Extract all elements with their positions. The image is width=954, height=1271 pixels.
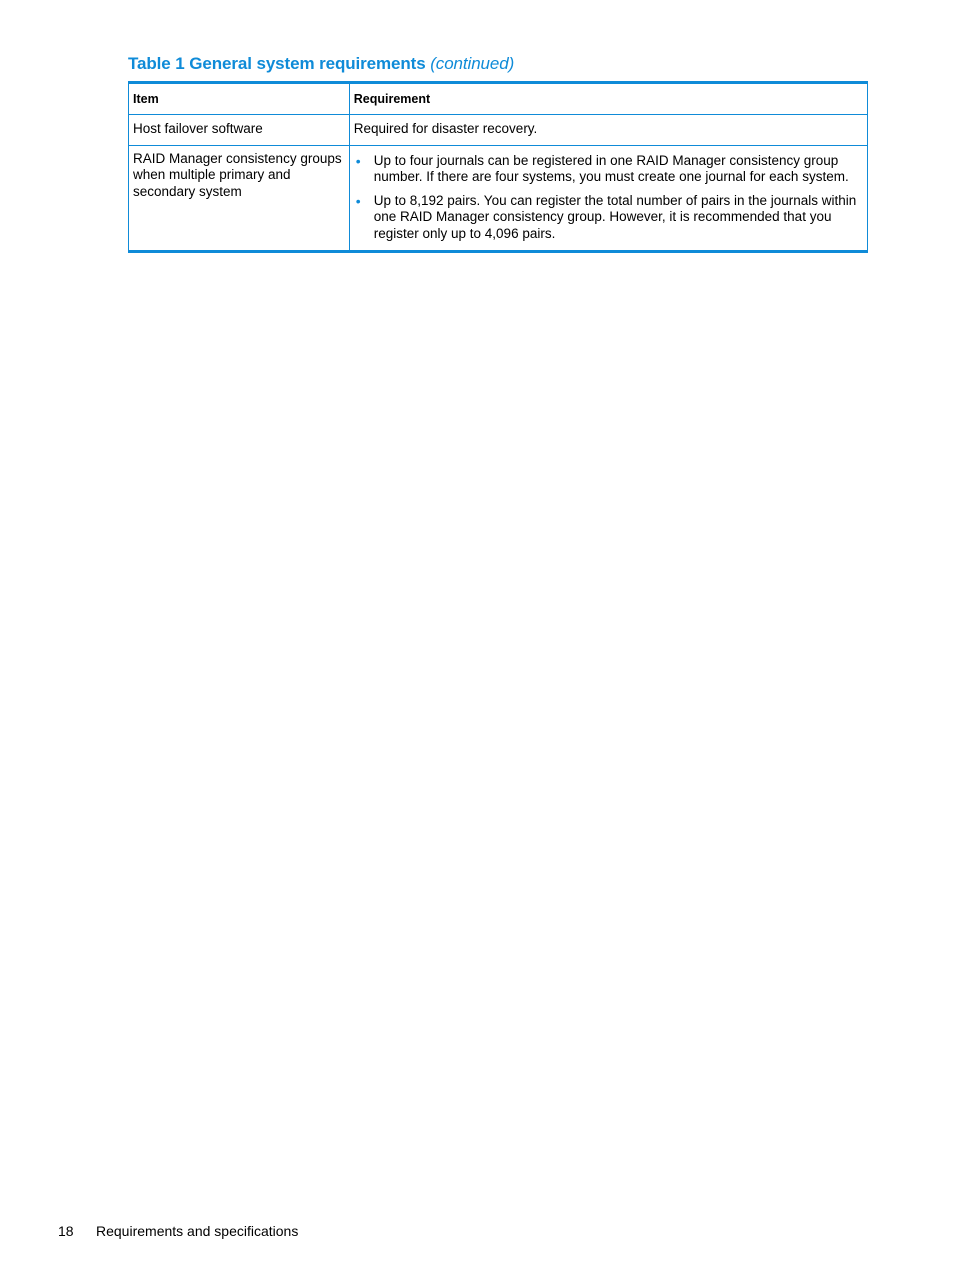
bullet-icon: • xyxy=(355,192,361,209)
table-header-row xyxy=(129,83,868,115)
table-row xyxy=(129,115,868,146)
bullet-icon: • xyxy=(355,152,361,169)
caption-label: Table 1 General system requirements xyxy=(128,54,426,73)
list-item xyxy=(354,193,863,243)
table-row xyxy=(129,145,868,252)
cell-item: RAID Manager consistency groups when multiple primary and secondary system xyxy=(129,145,350,252)
header-item: Item xyxy=(129,83,350,115)
cell-item: Host failover software xyxy=(129,115,350,146)
list-item xyxy=(354,153,863,186)
requirement-bullet-list xyxy=(354,153,863,243)
bullet-text: Up to 8,192 pairs. You can register the total number of pairs in the journals within one RAID Manager consistency group. However, it is recommended that you register only up to 4,096 pairs. xyxy=(373,192,857,241)
header-requirement: Requirement xyxy=(349,83,867,115)
footer-section-title: Requirements and specifications xyxy=(96,1223,299,1239)
caption-continued: (continued) xyxy=(430,54,515,73)
page-footer xyxy=(58,1223,298,1239)
bullet-text: Up to four journals can be registered in one RAID Manager consistency group number. If there are four systems, you must create one journal for each system. xyxy=(373,152,849,184)
page-number: 18 xyxy=(58,1223,74,1239)
requirements-table xyxy=(128,81,868,253)
cell-requirement xyxy=(349,145,867,252)
cell-requirement: Required for disaster recovery. xyxy=(349,115,867,146)
table-caption xyxy=(128,54,514,74)
